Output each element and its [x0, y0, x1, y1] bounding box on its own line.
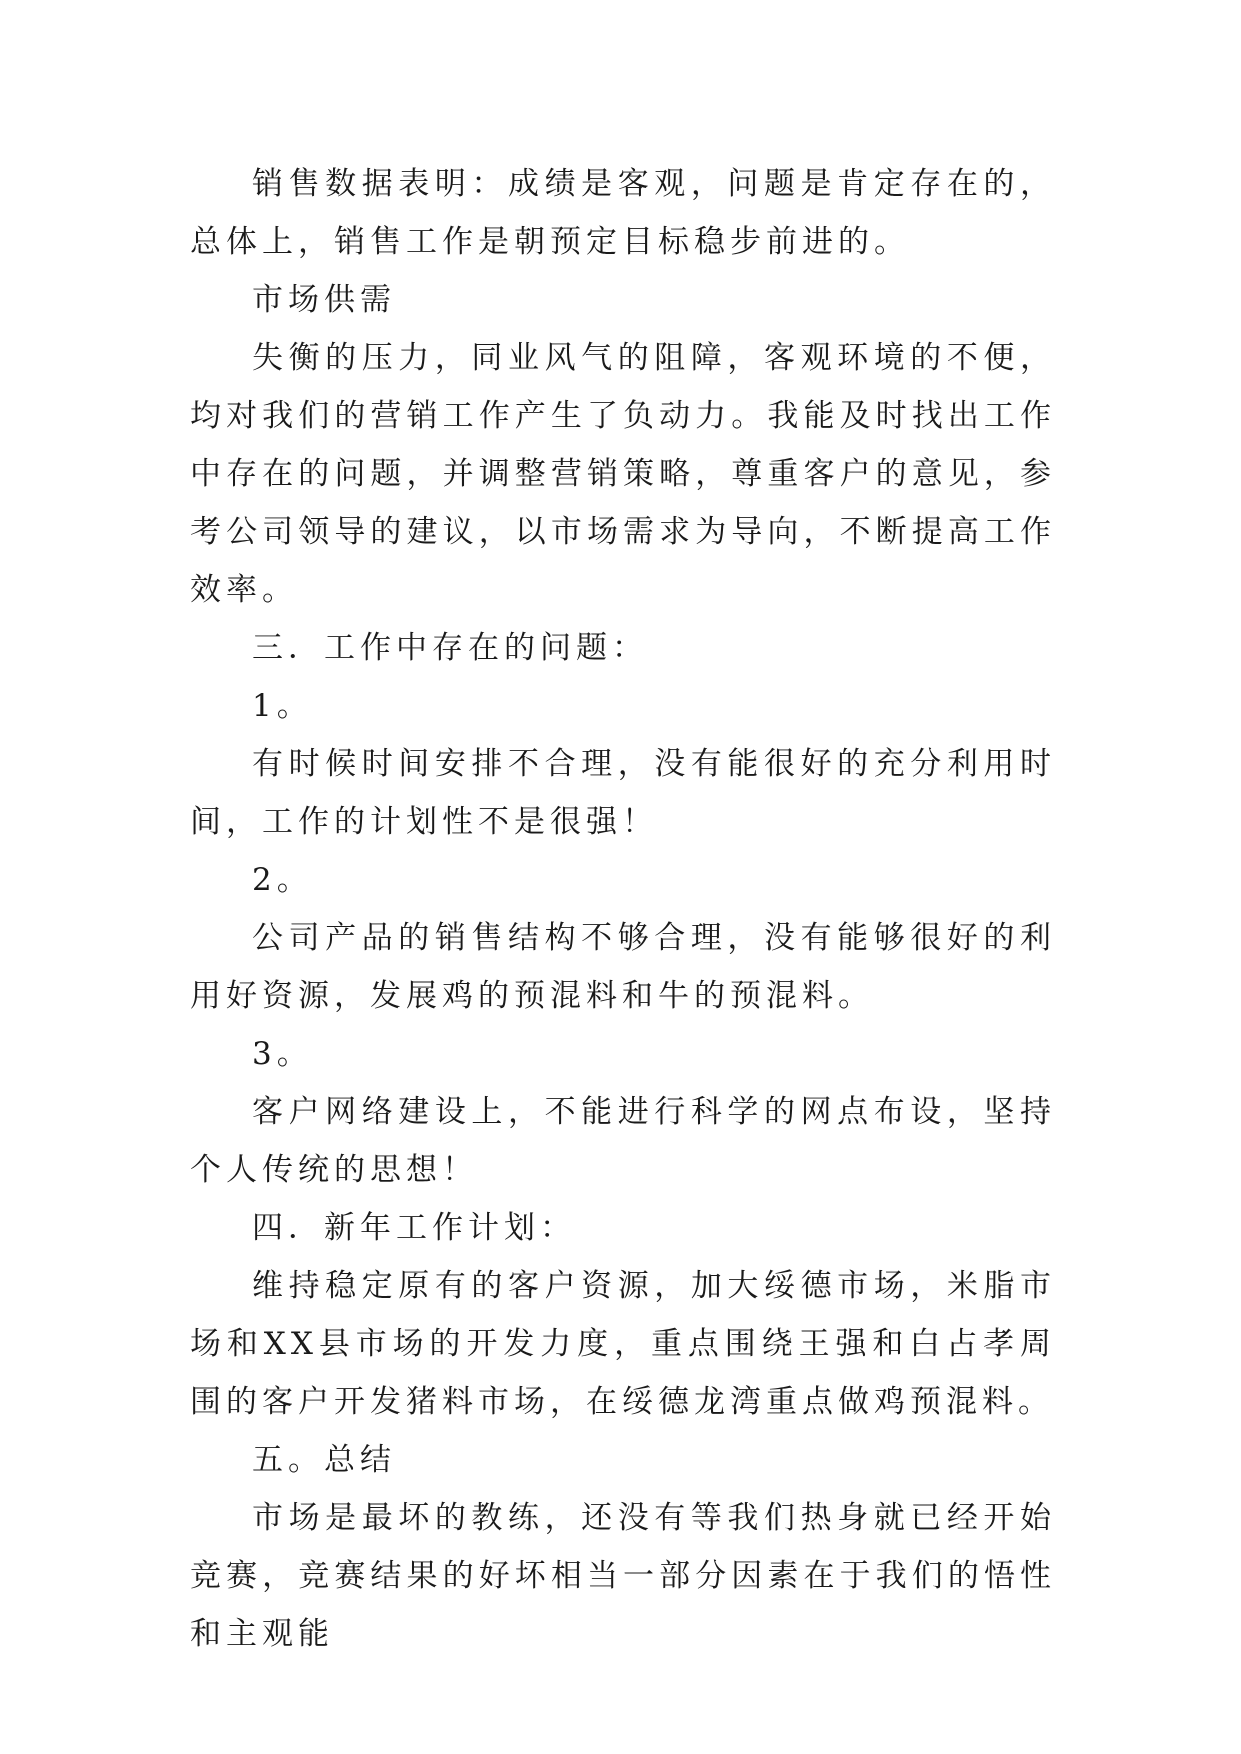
heading-section-three: 三．工作中存在的问题：	[252, 630, 648, 666]
paragraph-market-supply: 市场供需	[252, 282, 396, 318]
paragraph-problem-1: 有时候时间安排不合理，没有能很好的充分利用时间，工作的计划性不是很强！	[190, 746, 1056, 840]
paragraph-new-year-plan: 维持稳定原有的客户资源，加大绥德市场，米脂市场和XX县市场的开发力度，重点围绕王强和白占孝周围的客户开发猪料市场，在绥德龙湾重点做鸡预混料。	[190, 1268, 1056, 1420]
list-number-3: 3。	[252, 1036, 313, 1072]
document-body	[190, 155, 1056, 1663]
paragraph-problem-2: 公司产品的销售结构不够合理，没有能够很好的利用好资源，发展鸡的预混料和牛的预混料。	[190, 920, 1056, 1014]
list-number-2: 2。	[252, 862, 313, 898]
paragraph-problem-3: 客户网络建设上，不能进行科学的网点布设，坚持个人传统的思想！	[190, 1094, 1056, 1188]
heading-section-four: 四．新年工作计划：	[252, 1210, 576, 1246]
list-number-1: 1。	[252, 688, 313, 724]
heading-section-five: 五。总结	[252, 1442, 396, 1478]
paragraph-sales-data: 销售数据表明：成绩是客观，问题是肯定存在的，总体上，销售工作是朝预定目标稳步前进的。	[190, 166, 1056, 260]
paragraph-imbalance-pressure: 失衡的压力，同业风气的阻障，客观环境的不便，均对我们的营销工作产生了负动力。我能及时找出工作中存在的问题，并调整营销策略，尊重客户的意见，参考公司领导的建议，以市场需求为导向，不断提高工作效率。	[190, 340, 1056, 608]
paragraph-summary: 市场是最坏的教练，还没有等我们热身就已经开始竞赛，竞赛结果的好坏相当一部分因素在于我们的悟性和主观能	[190, 1500, 1056, 1652]
